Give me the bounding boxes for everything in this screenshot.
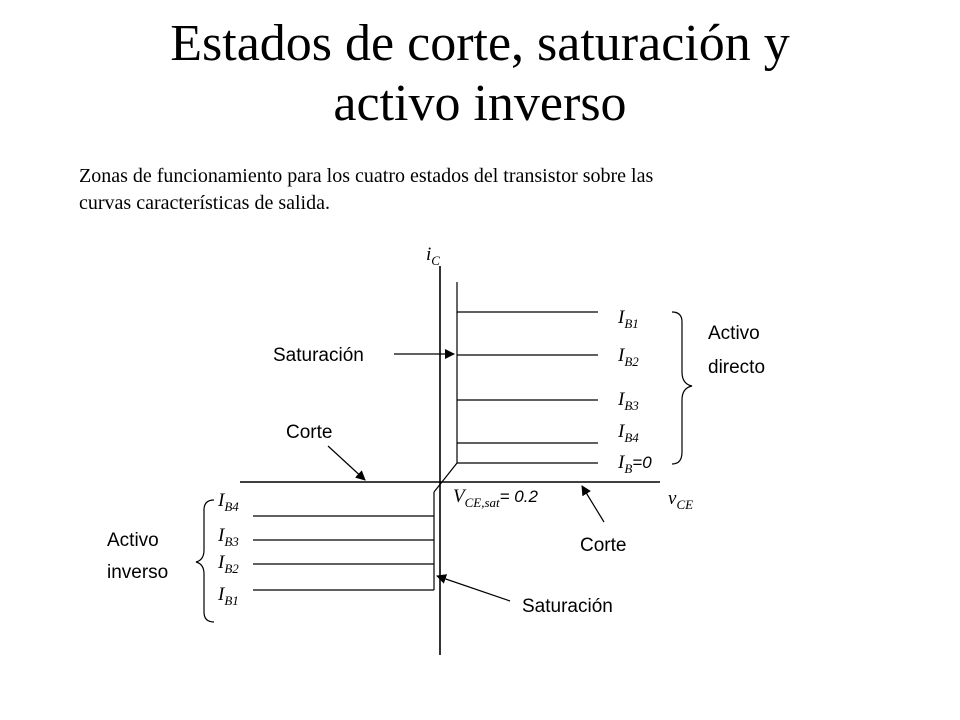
subtitle-line-2: curvas características de salida. <box>79 192 330 214</box>
label-reverse-ib4: $I_{B4}$ <box>218 490 239 514</box>
curve-ib1 <box>457 282 598 312</box>
y-axis-label: $i_C$ <box>426 244 440 268</box>
label-activo-inverso-2: inverso <box>107 562 169 583</box>
label-activo-directo-1: Activo <box>708 323 760 344</box>
label-saturacion-top: Saturación <box>273 345 364 366</box>
label-ib4: $I_{B4}$ <box>618 421 639 445</box>
x-axis-label: $v_{CE}$ <box>668 488 694 512</box>
label-saturacion-bottom: Saturación <box>522 596 613 617</box>
label-ib2: $I_{B2}$ <box>618 345 639 369</box>
label-ib1: $I_{B1}$ <box>618 307 639 331</box>
curve-ib0 <box>434 312 457 492</box>
title-line-1: Estados de corte, saturación y <box>170 15 790 72</box>
brace-activo-inverso <box>196 500 214 622</box>
title-line-2: activo inverso <box>333 75 627 132</box>
label-activo-inverso-1: Activo <box>107 530 159 551</box>
label-reverse-ib2: $I_{B2}$ <box>218 552 239 576</box>
label-ib3: $I_{B3}$ <box>618 389 639 413</box>
label-corte-left: Corte <box>286 422 333 443</box>
label-activo-directo-2: directo <box>708 357 766 378</box>
label-reverse-ib3: $I_{B3}$ <box>218 525 239 549</box>
corte-right-arrow <box>582 486 604 522</box>
corte-left-arrow <box>328 446 365 480</box>
label-reverse-ib1: $I_{B1}$ <box>218 584 239 608</box>
label-corte-right: Corte <box>580 535 627 556</box>
brace-activo-directo <box>672 312 692 464</box>
label-ib0: $I_B=0$ <box>618 452 652 476</box>
label-vce-sat: $V_{CE,sat}= 0.2$ <box>453 486 538 510</box>
subtitle-line-1: Zonas de funcionamiento para los cuatro estados del transistor sobre las <box>79 165 654 187</box>
saturacion-bottom-arrow <box>437 576 510 601</box>
